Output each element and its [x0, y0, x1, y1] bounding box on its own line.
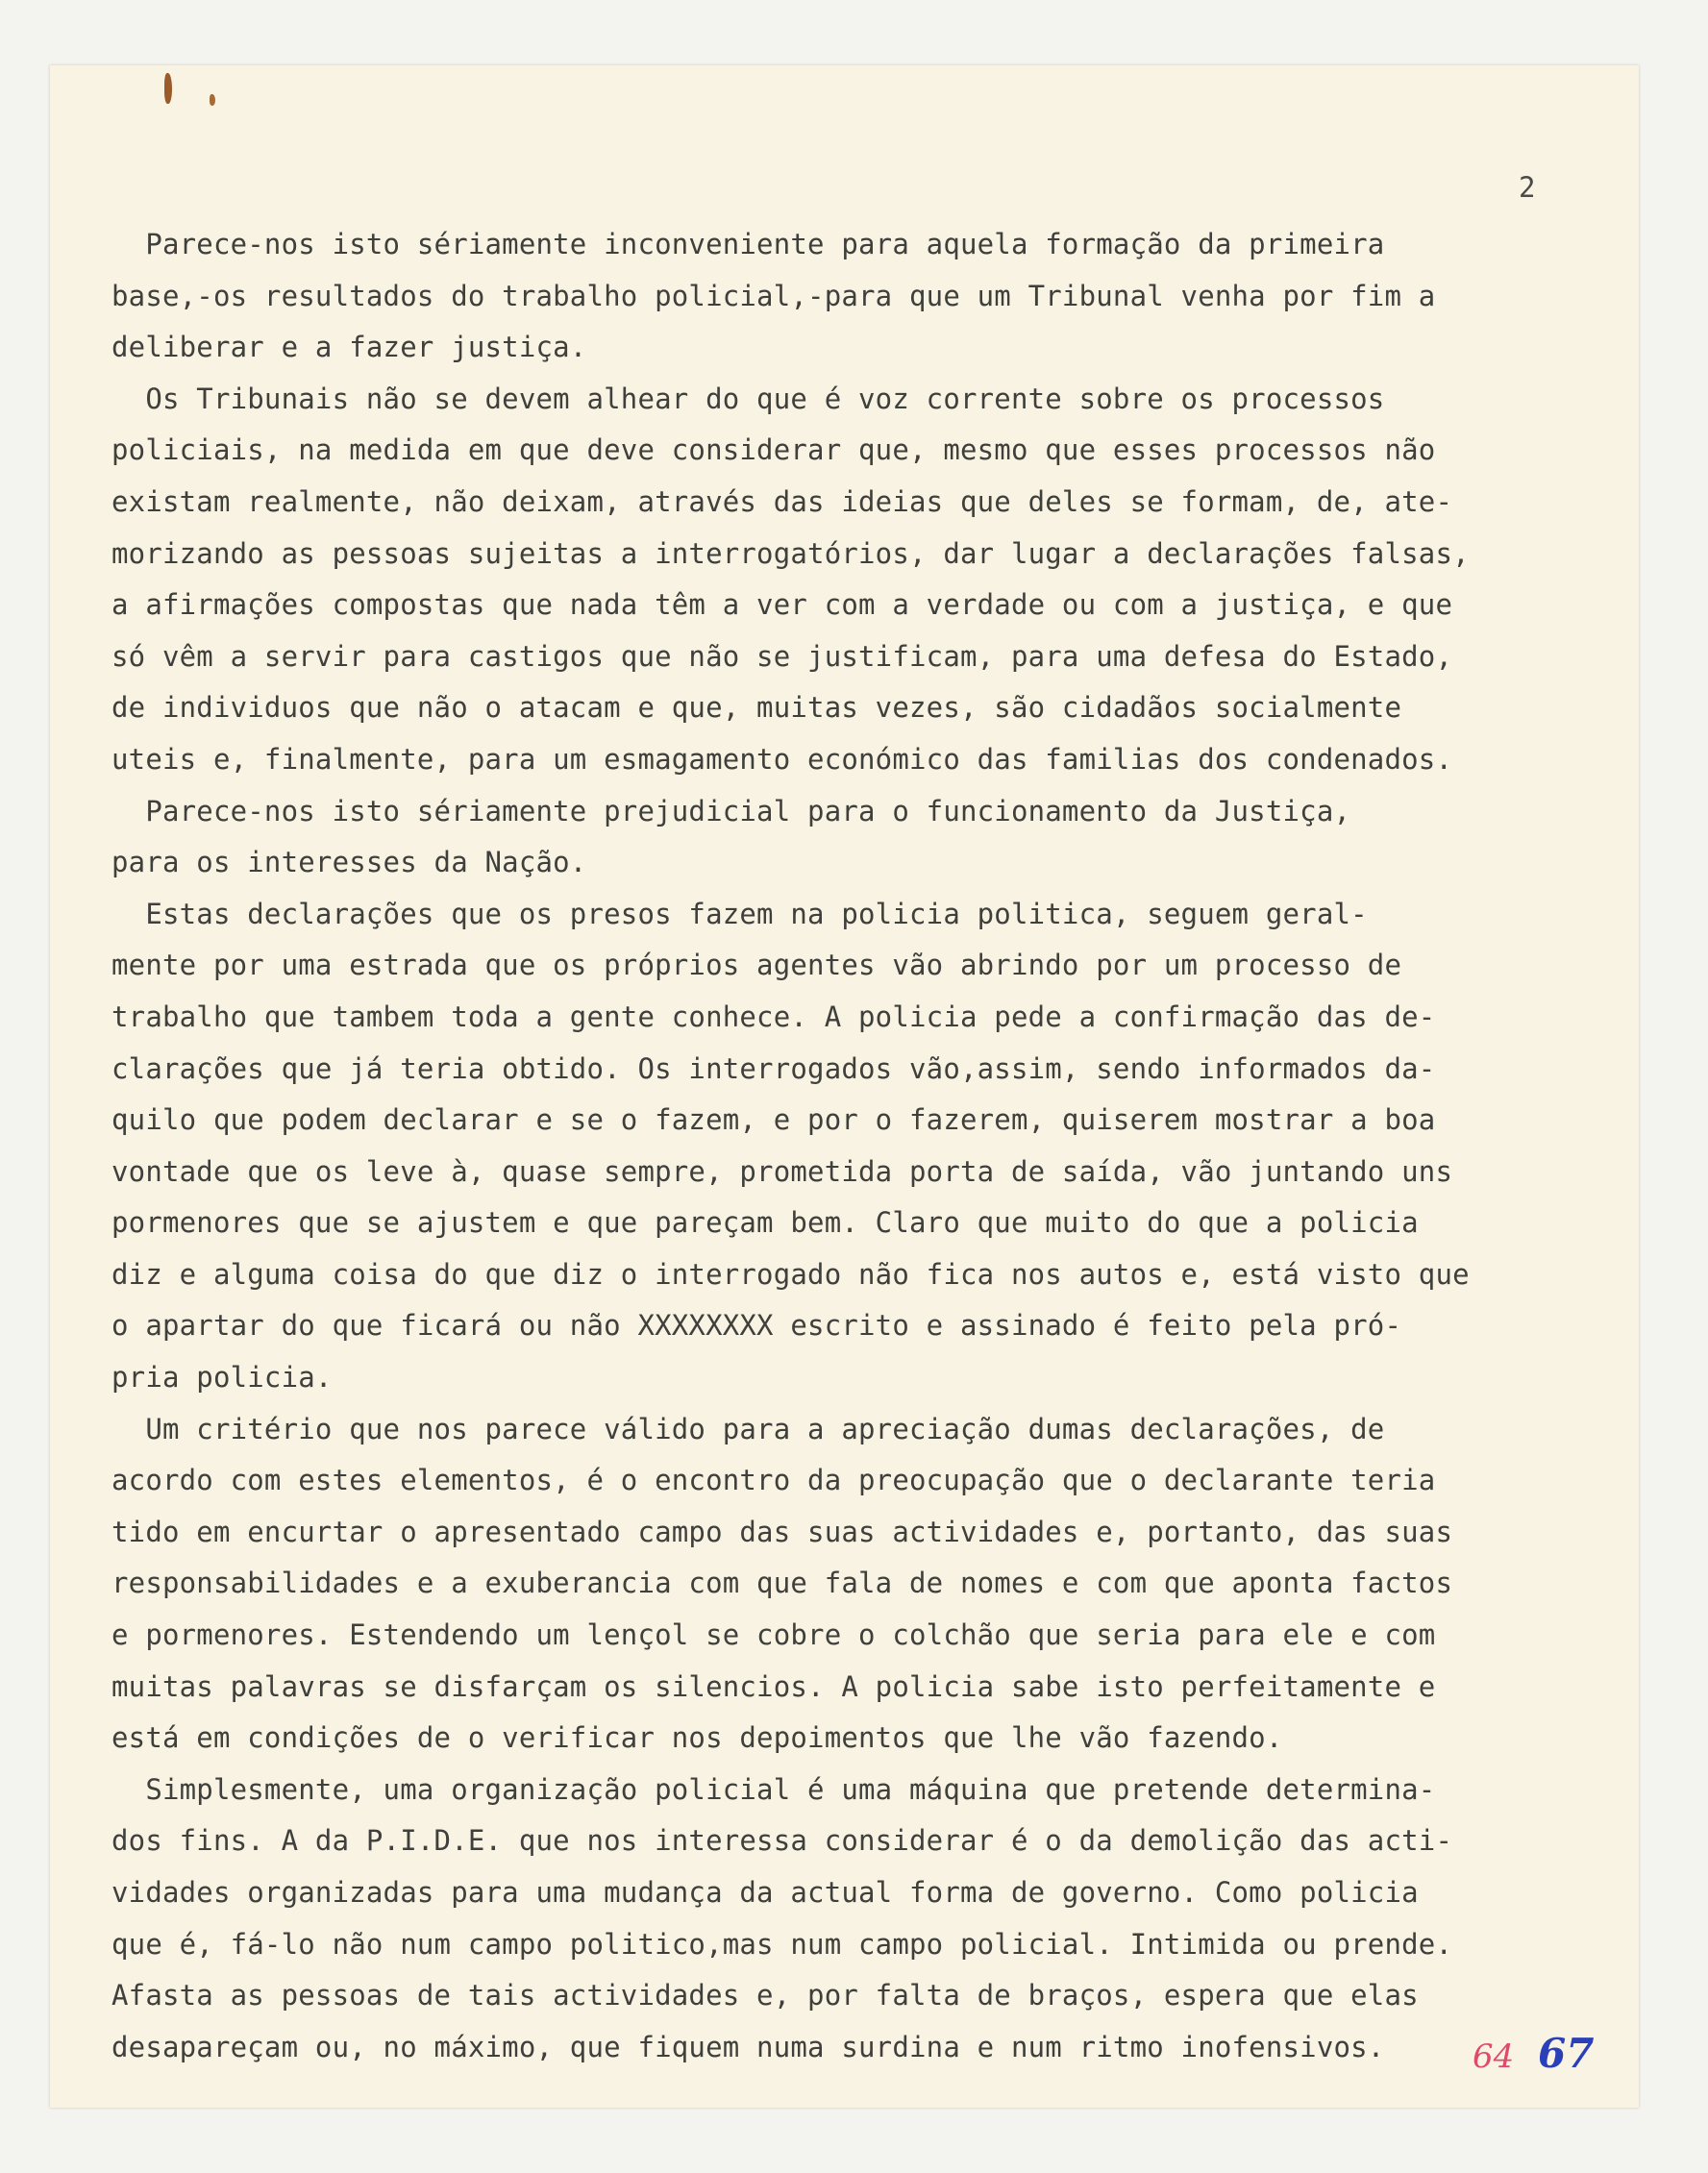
text-line: para os interesses da Nação. [111, 846, 587, 879]
text-line: quilo que podem declarar e se o fazem, e por o fazerem, quiserem mostrar a boa [111, 1103, 1436, 1137]
rust-stain [210, 94, 215, 106]
text-line: Estas declarações que os presos fazem na policia politica, seguem geral- [111, 897, 1368, 930]
text-line: o apartar do que ficará ou não XXXXXXXX escrito e assinado é feito pela pró- [111, 1309, 1402, 1343]
text-line: Parece-nos isto sériamente prejudicial para o funcionamento da Justiça, [111, 794, 1351, 827]
text-line: Um critério que nos parece válido para a apreciação dumas declarações, de [111, 1412, 1385, 1445]
text-line: de individuos que não o atacam e que, muitas vezes, são cidadãos socialmente [111, 691, 1402, 725]
document-page [50, 65, 1639, 2108]
text-line: morizando as pessoas sujeitas a interrogatórios, dar lugar a declarações falsas, [111, 536, 1470, 570]
text-line: pormenores que se ajustem e que pareçam bem. Claro que muito do que a policia [111, 1206, 1419, 1240]
text-line: desapareçam ou, no máximo, que fiquem numa surdina e num ritmo inofensivos. [111, 2030, 1385, 2063]
text-line: acordo com estes elementos, é o encontro da preocupação que o declarante teria [111, 1464, 1436, 1497]
text-line: dos fins. A da P.I.D.E. que nos interessa considerar é o da demolição das acti- [111, 1824, 1453, 1858]
text-line: Parece-nos isto sériamente inconveniente para aquela formação da primeira [111, 228, 1385, 260]
text-line: só vêm a servir para castigos que não se justificam, para uma defesa do Estado, [111, 639, 1453, 673]
text-line: muitas palavras se disfarçam os silencios. A policia sabe isto perfeitamente e [111, 1669, 1436, 1703]
text-line: vontade que os leve à, quase sempre, prometida porta de saída, vão juntando uns [111, 1154, 1453, 1188]
page-number: 2 [1519, 171, 1536, 204]
archive-number-new: 67 [1538, 2030, 1595, 2077]
rust-stain [164, 73, 172, 104]
text-line: base,-os resultados do trabalho policial,-para que um Tribunal venha por fim a [111, 279, 1436, 312]
paragraph [111, 1404, 1611, 1765]
text-line: responsabilidades e a exuberancia com que fala de nomes e com que aponta factos [111, 1567, 1453, 1600]
paragraph [111, 1765, 1611, 2074]
paragraph [111, 219, 1611, 374]
text-line: está em condições de o verificar nos depoimentos que lhe vão fazendo. [111, 1721, 1283, 1755]
archive-number-old: 64 [1473, 2037, 1515, 2076]
text-line: trabalho que tambem toda a gente conhece. A policia pede a confirmação das de- [111, 1000, 1436, 1033]
text-line: Simplesmente, uma organização policial é uma máquina que pretende determina- [111, 1772, 1436, 1806]
text-line: pria policia. [111, 1361, 333, 1395]
text-line: Afasta as pessoas de tais actividades e, por falta de braços, espera que elas [111, 1979, 1419, 2012]
paragraph [111, 374, 1611, 786]
text-line: deliberar e a fazer justiça. [111, 331, 587, 364]
text-line: e pormenores. Estendendo um lençol se cobre o colchão que seria para ele e com [111, 1618, 1436, 1652]
text-line: clarações que já teria obtido. Os interrogados vão,assim, sendo informados da- [111, 1051, 1436, 1085]
paragraph [111, 889, 1611, 1404]
text-line: existam realmente, não deixam, através das ideias que deles se formam, de, ate- [111, 484, 1453, 518]
text-line: uteis e, finalmente, para um esmagamento económico das familias dos condenados. [111, 742, 1453, 776]
text-line: a afirmações compostas que nada têm a ver com a verdade ou com a justiça, e que [111, 588, 1453, 622]
text-line: policiais, na medida em que deve considerar que, mesmo que esses processos não [111, 433, 1436, 467]
archive-marks [1473, 2030, 1626, 2095]
text-line: diz e alguma coisa do que diz o interrogado não fica nos autos e, está visto que [111, 1257, 1470, 1291]
body-text [111, 219, 1611, 2073]
paragraph [111, 786, 1611, 889]
text-line: vidades organizadas para uma mudança da actual forma de governo. Como policia [111, 1876, 1419, 1909]
text-line: Os Tribunais não se devem alhear do que é voz corrente sobre os processos [111, 382, 1385, 415]
text-line: que é, fá-lo não num campo politico,mas num campo policial. Intimida ou prende. [111, 1927, 1453, 1961]
text-line: mente por uma estrada que os próprios agentes vão abrindo por um processo de [111, 949, 1402, 982]
text-line: tido em encurtar o apresentado campo das suas actividades e, portanto, das suas [111, 1515, 1453, 1548]
